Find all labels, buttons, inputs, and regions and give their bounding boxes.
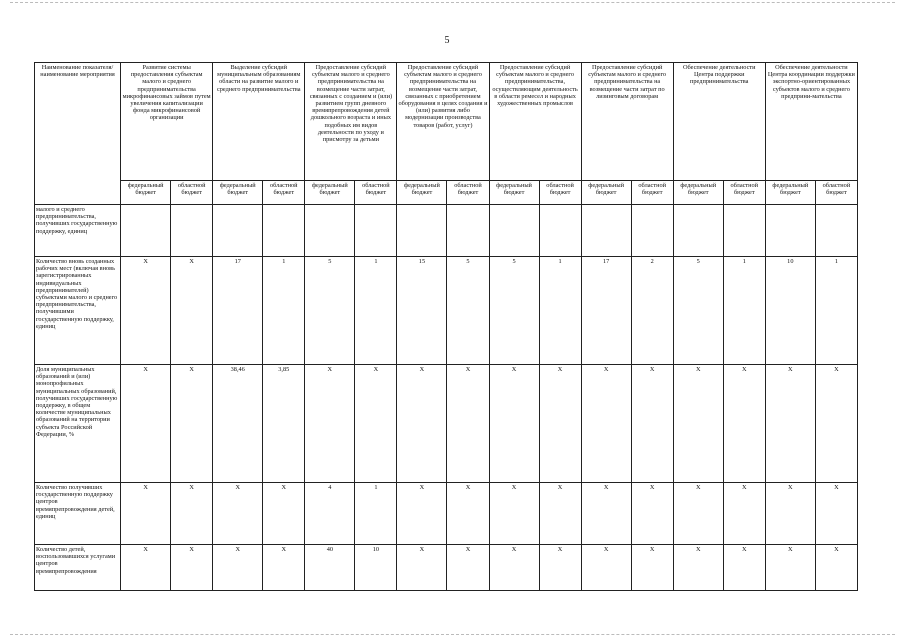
indicator-value: X	[581, 483, 631, 545]
indicator-name: Количество получивших государственную поддержку центров времяпрепровождения детей, единиц	[35, 483, 121, 545]
indicator-value	[815, 205, 857, 257]
indicator-value: X	[539, 545, 581, 591]
indicator-value	[723, 205, 765, 257]
indicator-value	[213, 205, 263, 257]
indicator-value: 3,85	[263, 365, 305, 483]
indicator-value: X	[673, 483, 723, 545]
regional-budget-header: областной бюджет	[263, 181, 305, 205]
table-row	[35, 365, 858, 483]
indicator-name: Доля муниципальных образований и (или) монопрофильных муниципальных образований, получивших государственную поддержку, в общем количестве муниципальных образований на территории субъекта Российской Федерации, %	[35, 365, 121, 483]
indicator-value: 17	[581, 257, 631, 365]
regional-budget-header: областной бюджет	[539, 181, 581, 205]
indicator-value	[631, 205, 673, 257]
federal-budget-header: федеральный бюджет	[397, 181, 447, 205]
indicator-value	[539, 205, 581, 257]
indicator-name: Количество вновь созданных рабочих мест (включая вновь зарегистрированных индивидуальных предпринимателей) субъектами малого и среднего предпринимательства, получившими государственную поддержку, единиц	[35, 257, 121, 365]
indicator-value: X	[263, 545, 305, 591]
table-row	[35, 257, 858, 365]
indicator-value	[121, 205, 171, 257]
federal-budget-header: федеральный бюджет	[489, 181, 539, 205]
indicator-value: X	[397, 365, 447, 483]
indicator-value	[447, 205, 489, 257]
regional-budget-header: областной бюджет	[171, 181, 213, 205]
indicator-value: 1	[815, 257, 857, 365]
indicator-value: X	[765, 365, 815, 483]
federal-budget-header: федеральный бюджет	[581, 181, 631, 205]
regional-budget-header: областной бюджет	[447, 181, 489, 205]
indicator-value: X	[673, 545, 723, 591]
indicator-value: 4	[305, 483, 355, 545]
table-row	[35, 545, 858, 591]
regional-budget-header: областной бюджет	[815, 181, 857, 205]
indicator-value: X	[723, 483, 765, 545]
indicator-name: малого и среднего предпринимательства, получивших государственную поддержку, единиц	[35, 205, 121, 257]
indicator-value: X	[121, 545, 171, 591]
indicator-value: X	[631, 365, 673, 483]
indicator-name: Количество детей, воспользовавшихся услугами центров времяпрепровождения	[35, 545, 121, 591]
indicator-value: 10	[765, 257, 815, 365]
indicator-value: X	[539, 483, 581, 545]
indicator-value: X	[213, 483, 263, 545]
indicator-value: X	[765, 545, 815, 591]
indicator-value: X	[489, 483, 539, 545]
indicator-name-header: Наименование показателя/ наименование мероприятия	[35, 63, 121, 205]
indicator-value: X	[171, 257, 213, 365]
activity-header: Обеспечение деятельности Центра поддержки предпринимательства	[673, 63, 765, 181]
indicator-value	[489, 205, 539, 257]
indicator-value: X	[355, 365, 397, 483]
indicator-value: X	[447, 365, 489, 483]
indicator-value: X	[723, 365, 765, 483]
indicator-value	[673, 205, 723, 257]
indicator-value: 2	[631, 257, 673, 365]
indicator-value: X	[263, 483, 305, 545]
indicator-value: X	[815, 365, 857, 483]
activity-header: Предоставление субсидий субъектам малого и среднего предпринимательства на возмещение части затрат, связанных с приобретением оборудования в целях создания и (или) развития либо модернизации производства товаров (работ, услуг)	[397, 63, 489, 181]
indicator-value: X	[489, 545, 539, 591]
activity-header: Предоставление субсидий субъектам малого и среднего предпринимательства, осуществляющим деятельность в области ремесел и народных художественных промыслов	[489, 63, 581, 181]
indicator-value: X	[447, 545, 489, 591]
federal-budget-header: федеральный бюджет	[213, 181, 263, 205]
indicator-value: 15	[397, 257, 447, 365]
indicator-value: 5	[489, 257, 539, 365]
indicator-value: X	[213, 545, 263, 591]
indicator-value: 40	[305, 545, 355, 591]
indicator-value: 1	[263, 257, 305, 365]
indicator-value: X	[121, 257, 171, 365]
indicator-value: X	[305, 365, 355, 483]
indicator-value	[263, 205, 305, 257]
indicator-value: 1	[355, 483, 397, 545]
activity-header: Выделение субсидий муниципальным образованиям области на развитие малого и среднего предпринимательства	[213, 63, 305, 181]
indicator-value: 38,46	[213, 365, 263, 483]
table-row	[35, 483, 858, 545]
indicator-value: 5	[673, 257, 723, 365]
indicator-value: X	[815, 483, 857, 545]
indicator-value: 1	[355, 257, 397, 365]
indicator-value: X	[489, 365, 539, 483]
indicator-value	[305, 205, 355, 257]
indicator-value: X	[171, 483, 213, 545]
indicator-value: X	[171, 365, 213, 483]
federal-budget-header: федеральный бюджет	[673, 181, 723, 205]
indicator-value: 5	[447, 257, 489, 365]
indicator-value: 1	[539, 257, 581, 365]
activity-header: Предоставление субсидий субъектам малого и среднего предпринимательства на возмещение части затрат по лизинговым договорам	[581, 63, 673, 181]
indicator-value: X	[723, 545, 765, 591]
activity-header: Обеспечение деятельности Центра координации поддержки экспортно-ориентированных субъектов малого и среднего предприни-мательства	[765, 63, 857, 181]
indicator-value: X	[673, 365, 723, 483]
indicator-value: 10	[355, 545, 397, 591]
indicator-value	[581, 205, 631, 257]
indicator-value: X	[539, 365, 581, 483]
indicator-value: X	[121, 365, 171, 483]
federal-budget-header: федеральный бюджет	[765, 181, 815, 205]
page-number: 5	[444, 35, 450, 46]
fold-line-bottom	[10, 634, 895, 635]
program-indicators-table	[34, 62, 858, 591]
indicator-value: X	[397, 483, 447, 545]
indicator-value: X	[631, 483, 673, 545]
indicator-value	[171, 205, 213, 257]
regional-budget-header: областной бюджет	[723, 181, 765, 205]
indicator-value: X	[631, 545, 673, 591]
activity-header: Предоставление субсидий субъектам малого и среднего предпринимательства на возмещение части затрат, связанных с созданием и (или) развитием групп дневного времяпрепровождения детей дошкольного возраста и иных подобных им видов деятельности по уходу и присмотру за детьми	[305, 63, 397, 181]
table-row	[35, 205, 858, 257]
indicator-value: 5	[305, 257, 355, 365]
fold-line-top	[10, 2, 895, 3]
indicator-value	[355, 205, 397, 257]
indicator-value: 17	[213, 257, 263, 365]
indicator-value: X	[581, 365, 631, 483]
indicator-value: X	[397, 545, 447, 591]
federal-budget-header: федеральный бюджет	[121, 181, 171, 205]
indicator-value: X	[121, 483, 171, 545]
indicator-value	[765, 205, 815, 257]
indicator-value: X	[765, 483, 815, 545]
regional-budget-header: областной бюджет	[355, 181, 397, 205]
federal-budget-header: федеральный бюджет	[305, 181, 355, 205]
indicator-value: 1	[723, 257, 765, 365]
indicator-value: X	[815, 545, 857, 591]
indicator-value: X	[171, 545, 213, 591]
indicator-value: X	[447, 483, 489, 545]
activity-header: Развитие системы предоставления субъектам малого и среднего предпринимательства микрофинансовых займов путем увеличения капитализации фонда микрофинансовой организации	[121, 63, 213, 181]
indicator-value: X	[581, 545, 631, 591]
regional-budget-header: областной бюджет	[631, 181, 673, 205]
indicator-value	[397, 205, 447, 257]
